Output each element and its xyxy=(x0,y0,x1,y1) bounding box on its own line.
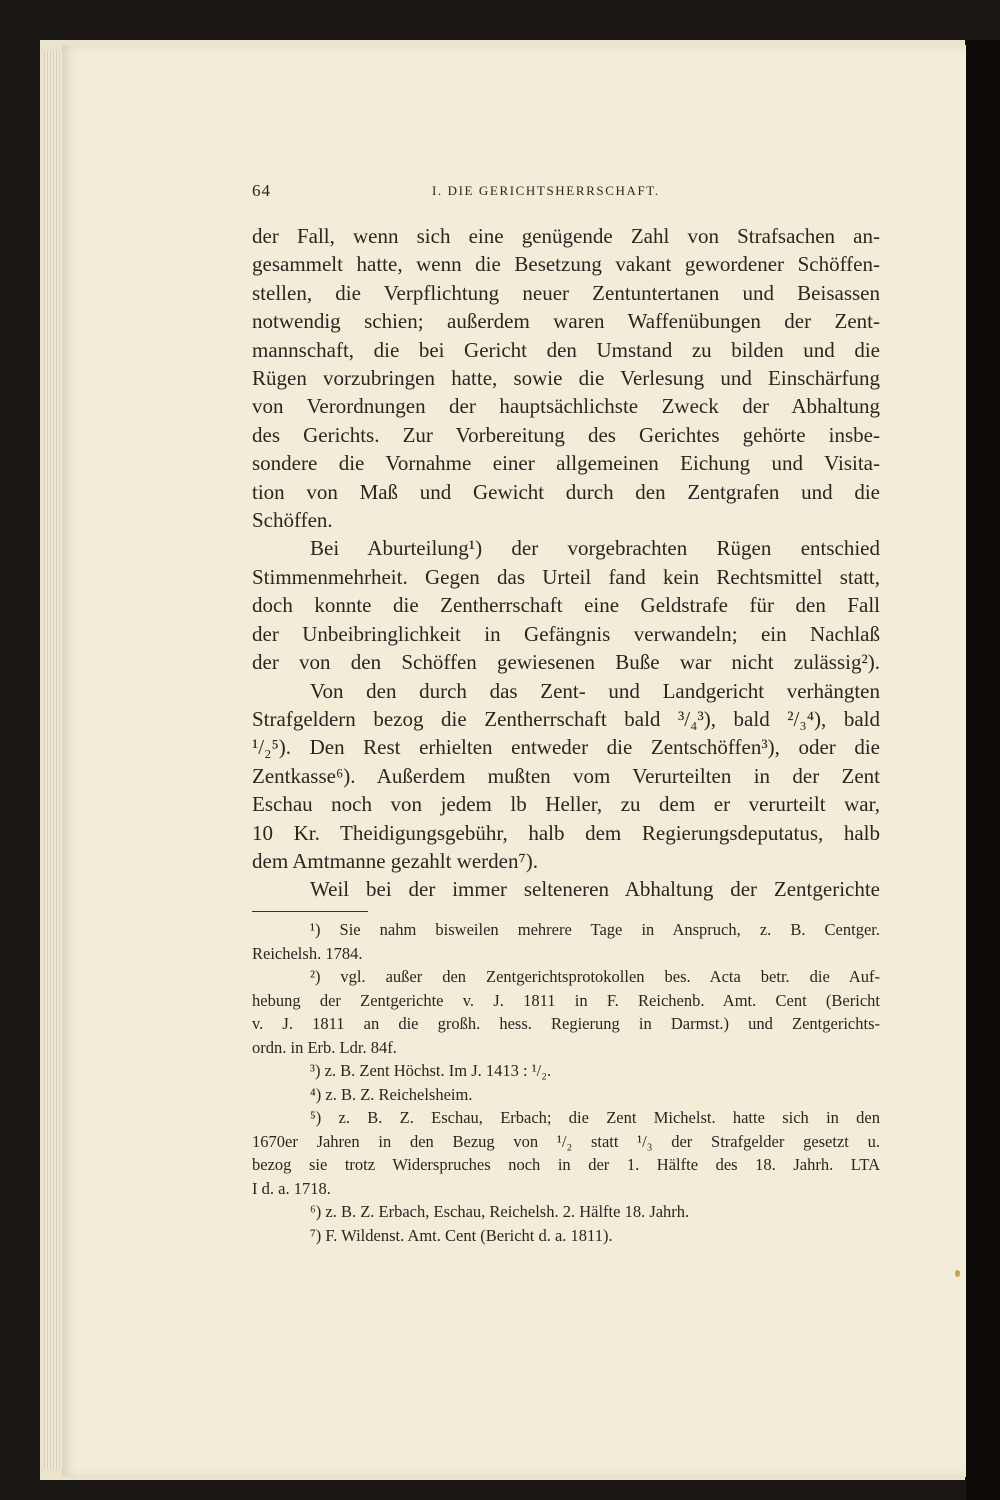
footnote-6 xyxy=(252,1200,880,1224)
text-line: gesammelt hatte, wenn die Besetzung vakant gewordener Schöffen- xyxy=(252,252,880,277)
footnote-line: ³) z. B. Zent Höchst. Im J. 1413 : ¹/₂. xyxy=(310,1061,552,1080)
scan-background xyxy=(966,40,1000,1500)
text-line: Schöffen. xyxy=(252,508,333,533)
text-line: Stimmenmehrheit. Gegen das Urteil fand kein Rechtsmittel statt, xyxy=(252,564,880,589)
text-line: Rügen vorzubringen hatte, sowie die Verlesung und Einschärfung xyxy=(252,366,880,391)
text-line: Von den durch das Zent- und Landgericht verhängten xyxy=(310,678,880,703)
text-line: stellen, die Verpflichtung neuer Zentuntertanen und Beisassen xyxy=(252,280,880,305)
footnote-line: hebung der Zentgerichte v. J. 1811 in F. Reichenb. Amt. Cent (Bericht xyxy=(252,990,880,1010)
footnote-line: ⁴) z. B. Z. Reichelsheim. xyxy=(310,1084,473,1104)
footnote-line: ⁵) z. B. Z. Eschau, Erbach; die Zent Michelst. hatte sich in den xyxy=(310,1108,880,1127)
text-line: ¹/₂⁵). Den Rest erhielten entweder die Zentschöffen³), oder die xyxy=(252,735,880,760)
text-line: Eschau noch von jedem lb Heller, zu dem er verurteilt war, xyxy=(252,792,880,817)
footnotes xyxy=(252,918,880,1247)
text-line: der Fall, wenn sich eine genügende Zahl von Strafsachen an- xyxy=(252,224,880,248)
text-line: der von den Schöffen gewiesenen Buße war nicht zulässig²). xyxy=(252,650,880,675)
footnote-7 xyxy=(252,1224,880,1248)
text-line: Bei Aburteilung¹) der vorgebrachten Rügen entschied xyxy=(310,536,880,561)
footnote-line: ²) vgl. außer den Zentgerichtsprotokollen bes. Acta betr. die Auf- xyxy=(310,967,880,986)
footnote-line: 1670er Jahren in den Bezug von ¹/₂ statt ¹/₃ der Strafgelder gesetzt u. xyxy=(252,1131,880,1151)
footnote-line: v. J. 1811 an die großh. hess. Regierung in Darmst.) und Zentgerichts- xyxy=(252,1014,880,1033)
footnote-4 xyxy=(252,1083,880,1107)
paragraph-2 xyxy=(252,534,880,676)
text-line: mannschaft, die bei Gericht den Umstand zu bilden und die xyxy=(252,337,880,362)
footnote-line: ¹) Sie nahm bisweilen mehrere Tage in Anspruch, z. B. Centger. xyxy=(310,920,880,939)
text-line: dem Amtmanne gezahlt werden⁷). xyxy=(252,848,539,873)
footnote-line: bezog sie trotz Widerspruches noch in der 1. Hälfte des 18. Jahrh. LTA xyxy=(252,1155,880,1174)
footnote-3 xyxy=(252,1059,880,1083)
paragraph-3 xyxy=(252,677,880,876)
text-line: Zentkasse⁶). Außerdem mußten vom Verurteilten in der Zent xyxy=(252,763,880,788)
text-line: sondere die Vornahme einer allgemeinen Eichung und Visita- xyxy=(252,451,880,476)
text-line: des Gerichts. Zur Vorbereitung des Gerichtes gehörte insbe- xyxy=(252,422,880,447)
footnote-2 xyxy=(252,965,880,1059)
text-line: notwendig schien; außerdem waren Waffenübungen der Zent- xyxy=(252,309,880,334)
page-header xyxy=(252,181,882,203)
body-text xyxy=(252,222,880,904)
running-head: I. DIE GERICHTSHERRSCHAFT. xyxy=(432,183,660,198)
footnote-line: ⁷) F. Wildenst. Amt. Cent (Bericht d. a. 1811). xyxy=(310,1225,613,1245)
text-line: Strafgeldern bezog die Zentherrschaft bald ³/₄³), bald ²/₃⁴), bald xyxy=(252,706,880,731)
text-line: tion von Maß und Gewicht durch den Zentgrafen und die xyxy=(252,479,880,504)
footnote-5 xyxy=(252,1106,880,1200)
text-line: von Verordnungen der hauptsächlichste Zweck der Abhaltung xyxy=(252,394,880,419)
footnote-line: Reichelsh. 1784. xyxy=(252,943,363,963)
paragraph-1 xyxy=(252,222,880,534)
text-line: 10 Kr. Theidigungsgebühr, halb dem Regierungsdeputatus, halb xyxy=(252,820,880,845)
footnote-line: ⁶) z. B. Z. Erbach, Eschau, Reichelsh. 2. Hälfte 18. Jahrh. xyxy=(310,1202,690,1221)
footnote-line: ordn. in Erb. Ldr. 84f. xyxy=(252,1037,397,1057)
paragraph-4 xyxy=(252,875,880,903)
footnote-line: I d. a. 1718. xyxy=(252,1178,331,1198)
stacked-page-edges xyxy=(44,50,62,1470)
margin-mark xyxy=(955,1270,960,1277)
text-line: der Unbeibringlichkeit in Gefängnis verwandeln; ein Nachlaß xyxy=(252,621,880,646)
footnote-1 xyxy=(252,918,880,965)
text-line: doch konnte die Zentherrschaft eine Geldstrafe für den Fall xyxy=(252,593,880,618)
footnote-rule xyxy=(252,911,368,912)
text-line: Weil bei der immer selteneren Abhaltung der Zentgerichte xyxy=(310,877,880,902)
page-number: 64 xyxy=(252,181,271,200)
